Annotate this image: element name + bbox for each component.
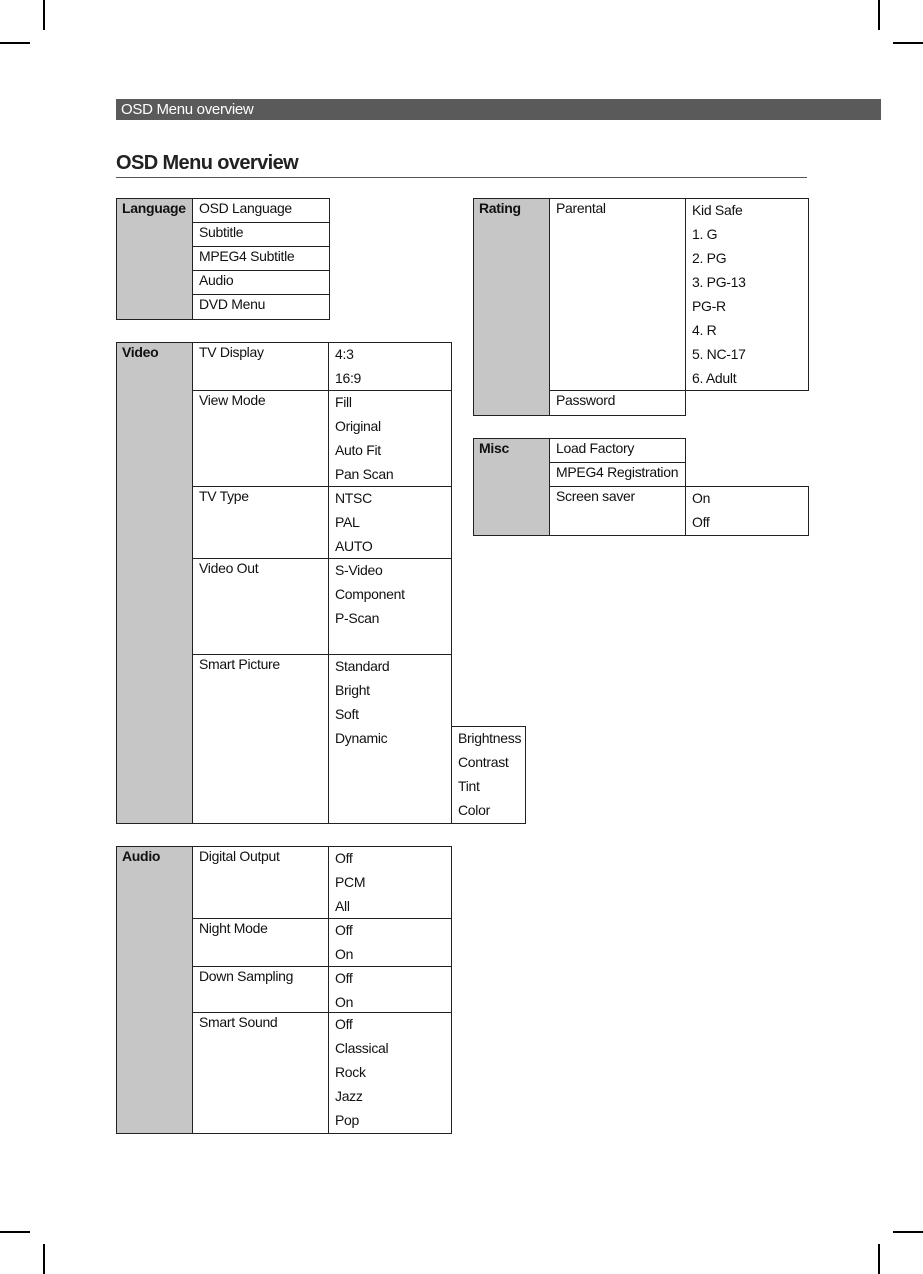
video-smart-picture: Smart Picture	[192, 654, 329, 824]
language-item-osd-language: OSD Language	[192, 198, 330, 223]
crop-mark	[43, 0, 45, 30]
option-s-video: S-Video	[335, 562, 383, 578]
audio-digital-output-options	[328, 846, 452, 919]
rating-parental-options	[685, 198, 809, 391]
language-item-audio: Audio	[192, 270, 330, 295]
rating-password: Password	[549, 390, 686, 416]
rating-parental: Parental	[549, 198, 686, 391]
option-ntsc: NTSC	[335, 490, 372, 506]
title-divider	[116, 177, 807, 178]
crop-mark	[43, 1244, 45, 1274]
video-tv-type: TV Type	[192, 486, 329, 559]
option-pan-scan: Pan Scan	[335, 466, 394, 482]
video-category: Video	[116, 342, 193, 824]
option-r: 4. R	[692, 322, 717, 338]
crop-mark	[0, 1231, 30, 1233]
option-color: Color	[458, 802, 490, 818]
video-video-out: Video Out	[192, 558, 329, 655]
option-pop: Pop	[335, 1112, 360, 1128]
option-standard: Standard	[335, 658, 390, 674]
video-video-out-options	[328, 558, 452, 655]
dynamic-submenu	[451, 726, 526, 824]
crop-mark	[893, 1231, 923, 1233]
option-16-9: 16:9	[335, 370, 362, 386]
option-original: Original	[335, 418, 381, 434]
option-bright: Bright	[335, 682, 370, 698]
option-off: Off	[692, 514, 710, 530]
option-on: On	[335, 994, 354, 1010]
audio-down-sampling: Down Sampling	[192, 966, 329, 1013]
option-off: Off	[335, 970, 353, 986]
crop-mark	[878, 0, 880, 30]
video-view-mode: View Mode	[192, 390, 329, 487]
audio-digital-output: Digital Output	[192, 846, 329, 919]
page-title: OSD Menu overview	[116, 152, 299, 174]
option-on: On	[692, 490, 711, 506]
option-tint: Tint	[458, 778, 480, 794]
option-off: Off	[335, 850, 353, 866]
option-p-scan: P-Scan	[335, 610, 380, 626]
option-kid-safe: Kid Safe	[692, 202, 743, 218]
option-g: 1. G	[692, 226, 718, 242]
language-item-dvd-menu: DVD Menu	[192, 294, 330, 320]
option-dynamic: Dynamic	[335, 730, 388, 746]
rating-category: Rating	[473, 198, 550, 416]
video-tv-type-options	[328, 486, 452, 559]
video-tv-display: TV Display	[192, 342, 329, 391]
video-smart-picture-options	[328, 654, 452, 824]
option-auto-fit: Auto Fit	[335, 442, 381, 458]
misc-mpeg4-registration: MPEG4 Registration	[549, 462, 686, 487]
option-classical: Classical	[335, 1040, 389, 1056]
option-soft: Soft	[335, 706, 359, 722]
section-banner: OSD Menu overview	[116, 99, 881, 120]
option-jazz: Jazz	[335, 1088, 363, 1104]
option-rock: Rock	[335, 1064, 366, 1080]
option-adult: 6. Adult	[692, 370, 737, 386]
crop-mark	[893, 42, 923, 44]
misc-load-factory: Load Factory	[549, 438, 686, 463]
audio-down-sampling-options	[328, 966, 452, 1013]
audio-smart-sound-options	[328, 1012, 452, 1134]
audio-category: Audio	[116, 846, 193, 1134]
option-contrast: Contrast	[458, 754, 509, 770]
option-pal: PAL	[335, 514, 360, 530]
language-item-mpeg4-subtitle: MPEG4 Subtitle	[192, 246, 330, 271]
option-pcm: PCM	[335, 874, 366, 890]
option-pg-r: PG-R	[692, 298, 726, 314]
misc-screen-saver-options	[685, 486, 809, 536]
option-component: Component	[335, 586, 405, 602]
crop-mark	[878, 1244, 880, 1274]
misc-category: Misc	[473, 438, 550, 536]
option-pg-13: 3. PG-13	[692, 274, 746, 290]
crop-mark	[0, 42, 30, 44]
audio-night-mode-options	[328, 918, 452, 967]
option-nc-17: 5. NC-17	[692, 346, 746, 362]
option-all: All	[335, 898, 350, 914]
language-category: Language	[116, 198, 193, 320]
misc-screen-saver: Screen saver	[549, 486, 686, 536]
option-auto: AUTO	[335, 538, 373, 554]
option-on: On	[335, 946, 354, 962]
option-fill: Fill	[335, 394, 352, 410]
video-tv-display-options	[328, 342, 452, 391]
option-brightness: Brightness	[458, 730, 522, 746]
option-off: Off	[335, 922, 353, 938]
audio-smart-sound: Smart Sound	[192, 1012, 329, 1134]
option-4-3: 4:3	[335, 346, 354, 362]
audio-night-mode: Night Mode	[192, 918, 329, 967]
video-view-mode-options	[328, 390, 452, 487]
option-off: Off	[335, 1016, 353, 1032]
option-pg: 2. PG	[692, 250, 727, 266]
language-item-subtitle: Subtitle	[192, 222, 330, 247]
